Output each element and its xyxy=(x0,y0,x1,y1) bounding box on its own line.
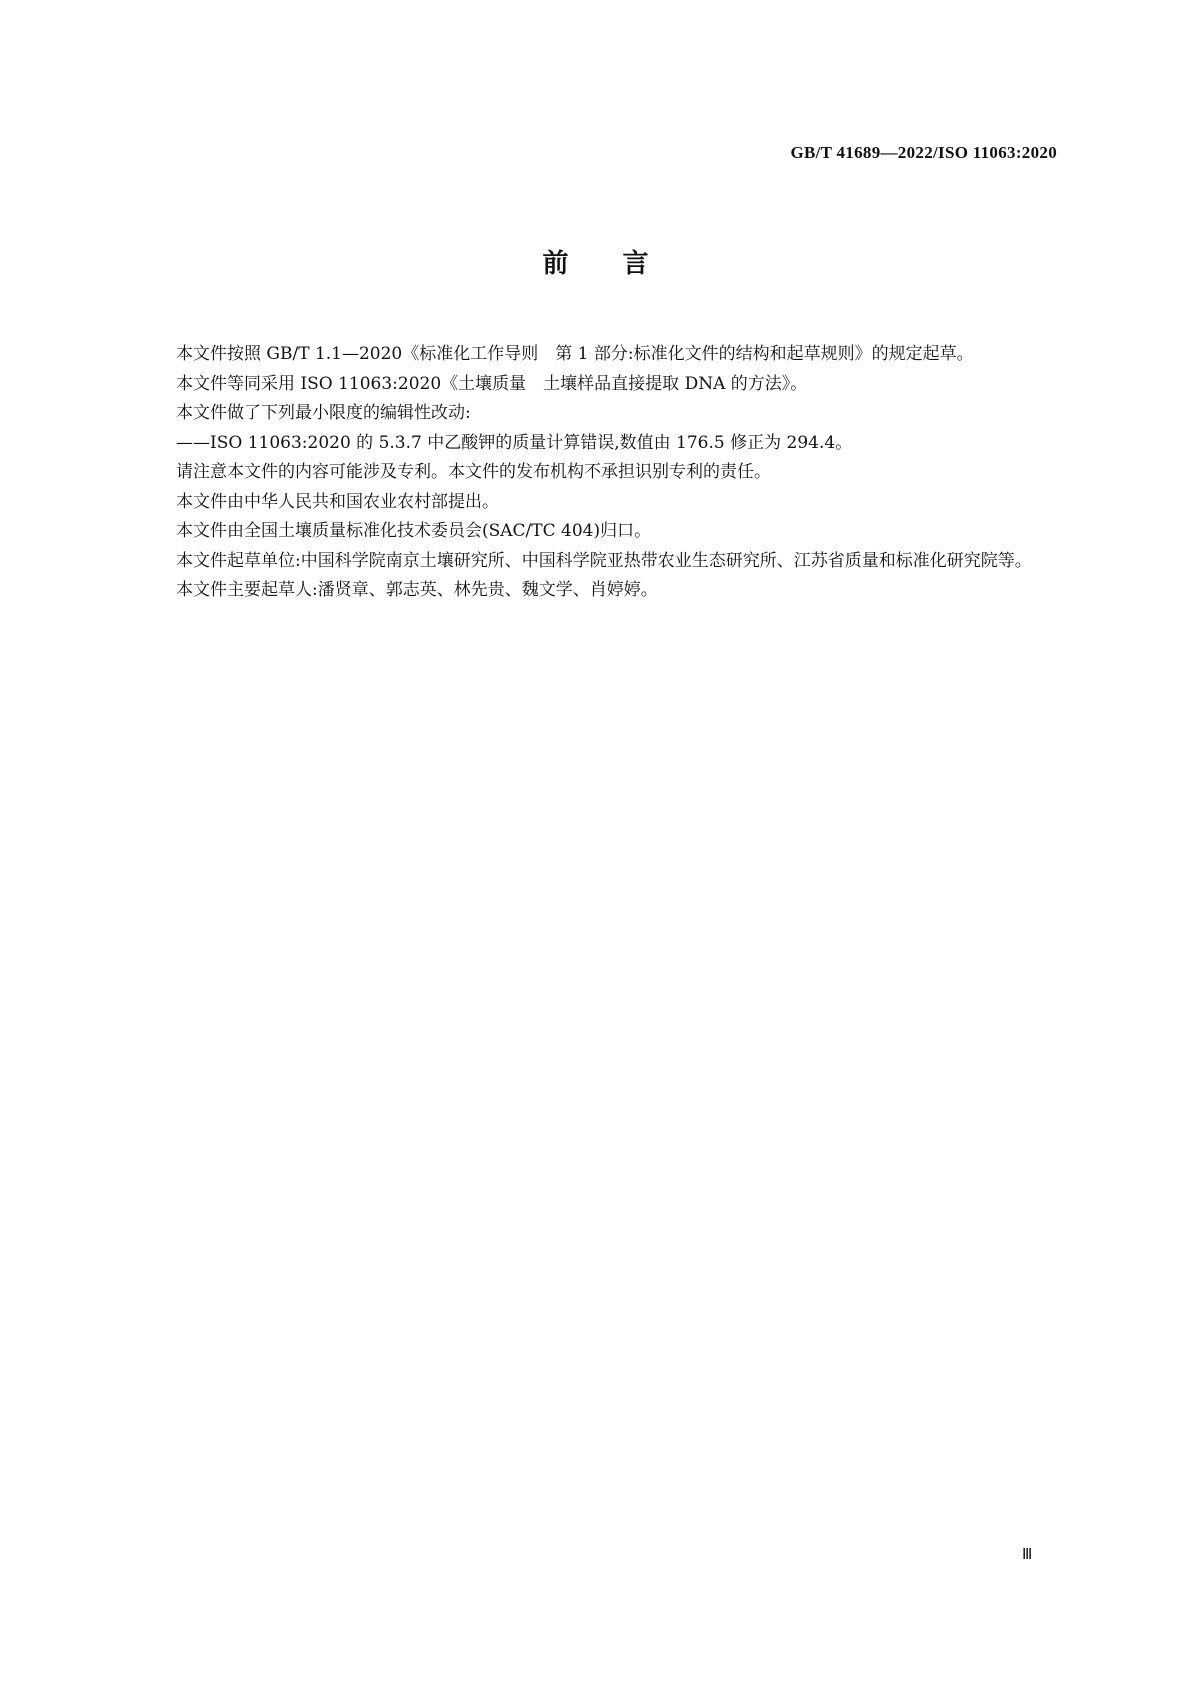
paragraph-drafters: 本文件主要起草人:潘贤章、郭志英、林先贵、魏文学、肖婷婷。 xyxy=(176,580,658,600)
paragraph-patent-notice: 请注意本文件的内容可能涉及专利。本文件的发布机构不承担识别专利的责任。 xyxy=(176,462,771,482)
paragraph-editorial-change-item: ——ISO 11063:2020 的 5.3.7 中乙酸钾的质量计算错误,数值由 176.5 修正为 294.4。 xyxy=(176,432,853,453)
paragraph-technical-committee: 本文件由全国土壤质量标准化技术委员会(SAC/TC 404)归口。 xyxy=(176,521,652,541)
page-number: Ⅲ xyxy=(1022,1547,1032,1563)
standard-code-header: GB/T 41689—2022/ISO 11063:2020 xyxy=(790,143,1057,162)
paragraph-adoption: 本文件等同采用 ISO 11063:2020《土壤质量 土壤样品直接提取 DNA 的方法》。 xyxy=(176,373,808,394)
paragraph-editorial-changes-intro: 本文件做了下列最小限度的编辑性改动: xyxy=(176,403,471,423)
paragraph-drafting-organizations: 本文件起草单位:中国科学院南京土壤研究所、中国科学院亚热带农业生态研究所、江苏省质量和标准化研究院等。 xyxy=(176,550,1032,571)
preface-title: 前言 xyxy=(542,249,703,279)
paragraph-proposer: 本文件由中华人民共和国农业农村部提出。 xyxy=(176,491,499,512)
paragraph-drafting-rules: 本文件按照 GB/T 1.1—2020《标准化工作导则 第 1 部分:标准化文件的结构和起草规则》的规定起草。 xyxy=(176,344,974,364)
preface-body xyxy=(142,340,1060,606)
